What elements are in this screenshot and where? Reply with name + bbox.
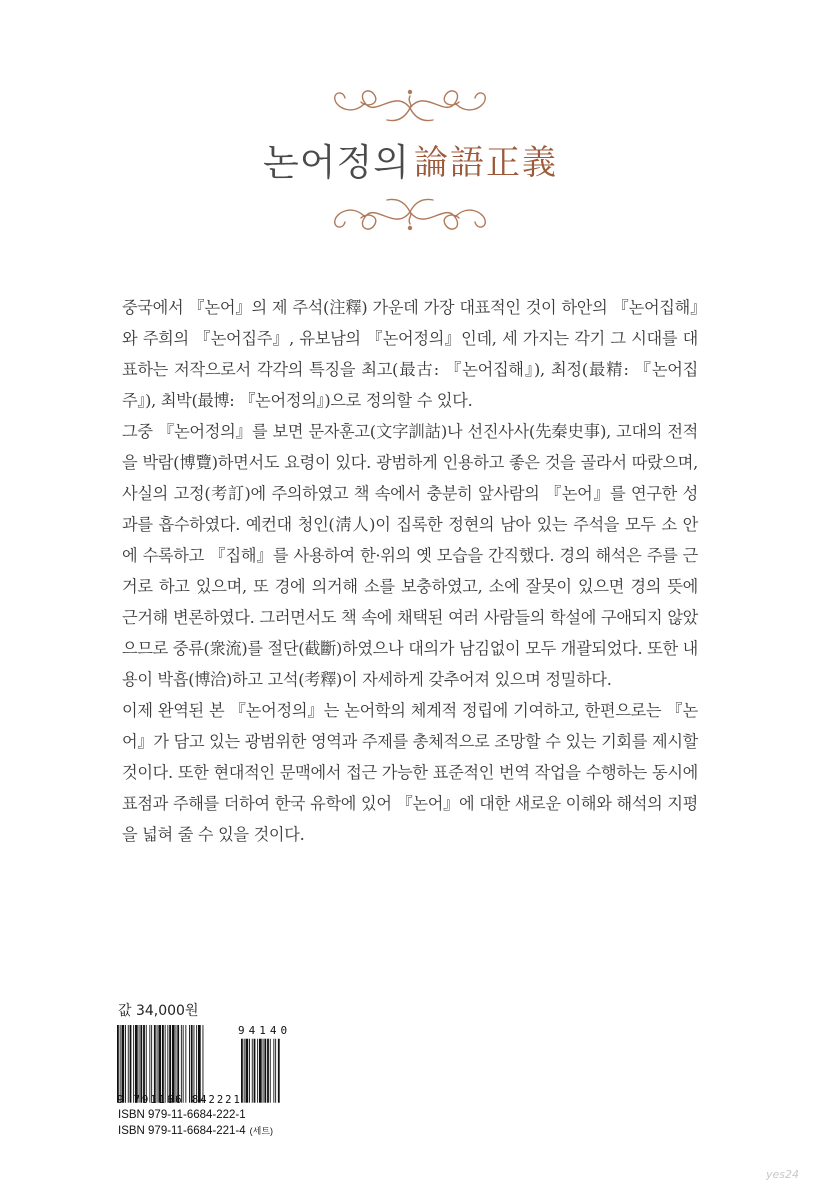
book-title <box>0 132 821 192</box>
paragraph-3: 이제 완역된 본 『논어정의』는 논어학의 체계적 정립에 기여하고, 한편으로는 『논어』가 담고 있는 광범위한 영역과 주제를 총체적으로 조망할 수 있는 기회를 제시할 것이다. 또한 현대적인 문맥에서 접근 가능한 표준적인 번역 작업을 수행하는 동시에 표점과 주해를 더하여 한국 유학에 있어 『논어』에 대한 새로운 이해와 해석의 지평을 넓혀 줄 수 있을 것이다. <box>122 701 698 844</box>
paragraph-1: 중국에서 『논어』의 제 주석(注釋) 가운데 가장 대표적인 것이 하안의 『논어집해』와 주희의 『논어집주』, 유보남의 『논어정의』인데, 세 가지는 각기 그 시대를 대표하는 저작으로서 각각의 특징을 최고(最古: 『논어집해』), 최정(最精: 『논어집주』), 최박(最博: 『논어정의』)으로 정의할 수 있다. <box>122 298 698 410</box>
price-label: 값 34,000원 <box>118 1003 199 1019</box>
barcode-icon <box>117 1025 317 1105</box>
watermark: yes24 <box>766 1168 800 1181</box>
isbn-set-number: ISBN 979-11-6684-221-4 <box>118 1125 246 1137</box>
bottom-ornament-icon <box>325 190 495 242</box>
barcode-digits: 9 791166 842221 <box>117 1094 242 1106</box>
barcode-addon-digits: 94140 <box>238 1024 292 1037</box>
isbn-set-label: (세트) <box>249 1126 274 1136</box>
title-hanja: 論語正義 <box>413 142 558 183</box>
title-korean: 논어정의 <box>263 141 410 184</box>
description-text <box>122 292 698 850</box>
paragraph-2: 그중 『논어정의』를 보면 문자훈고(文字訓詁)나 선진사사(先秦史事), 고대의 전적을 박람(博覽)하면서도 요령이 있다. 광범하게 인용하고 좋은 것을 골라서 따랐으며, 사실의 고정(考訂)에 주의하였고 책 속에서 충분히 앞사람의 『논어』를 연구한 성과를 흡수하였다. 예컨대 청인(淸人)이 집록한 정현의 남아 있는 주석을 모두 소 안에 수록하고 『집해』를 사용하여 한·위의 옛 모습을 간직했다. 경의 해석은 주를 근거로 하고 있으며, 또 경에 의거해 소를 보충하였고, 소에 잘못이 있으면 경의 뜻에 근거해 변론하였다. 그러면서도 책 속에 채택된 여러 사람들의 학설에 구애되지 않았으므로 중류(衆流)를 절단(截斷)하였으나 대의가 남김없이 모두 개괄되었다. 또한 내용이 박흡(博洽)하고 고석(考釋)이 자세하게 갖추어져 있으며 정밀하다. <box>122 422 698 689</box>
isbn-primary: ISBN 979-11-6684-222-1 <box>118 1109 246 1121</box>
isbn-set <box>118 1124 273 1137</box>
top-ornament-icon <box>325 78 495 130</box>
